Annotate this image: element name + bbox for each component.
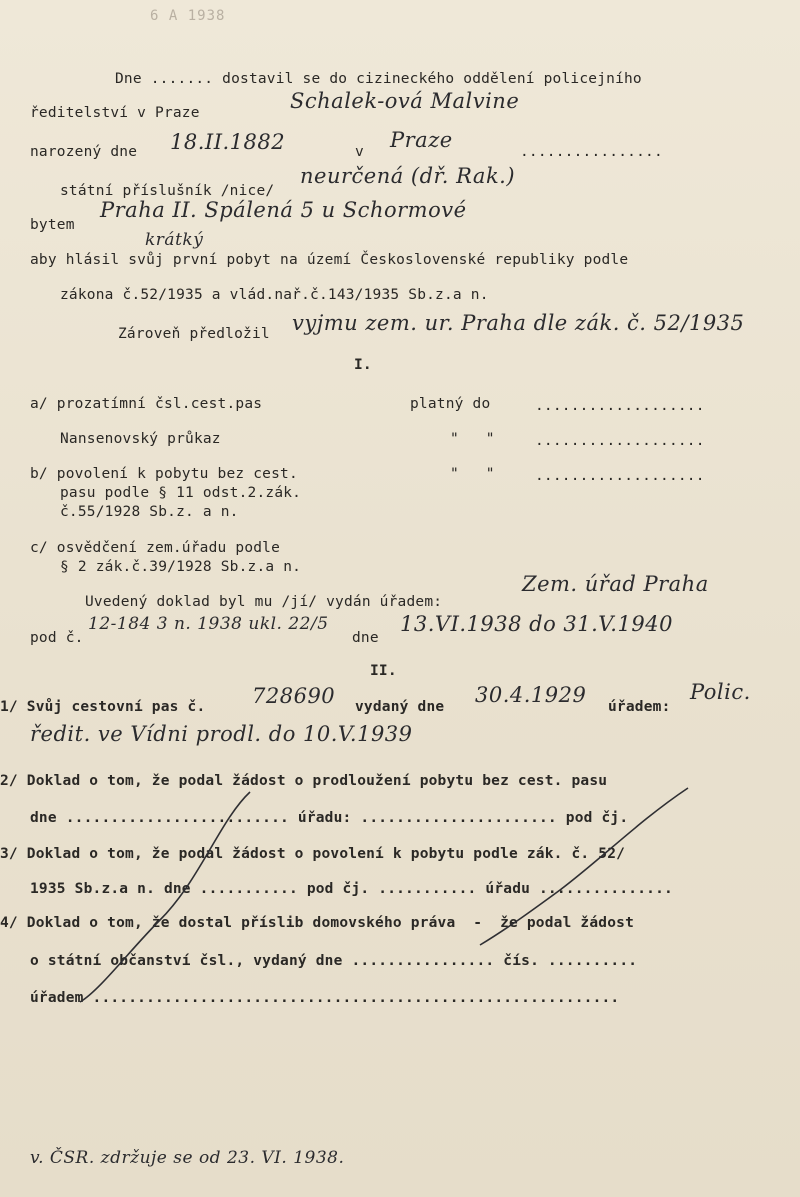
item-1-office-label: úřadem:: [608, 699, 671, 715]
born-place: Praze: [390, 128, 453, 152]
residence-value: Praha II. Spálená 5 u Schormové: [100, 198, 467, 222]
item-c-line-2: § 2 zák.č.39/1928 Sb.z.a n.: [60, 559, 302, 575]
archive-stamp: 6 A 1938: [150, 8, 226, 24]
nansen-label: Nansenovský průkaz: [60, 431, 221, 447]
item-4-line-3: úřadem ...........................................................: [30, 990, 620, 1006]
item-b-line-1: b/ povolení k pobytu bez cest.: [30, 466, 298, 482]
born-label: narozený dne: [30, 144, 138, 160]
header-line-2-label: ředitelství v Praze: [30, 105, 200, 121]
item-b-line-2: pasu podle § 11 odst.2.zák.: [60, 485, 302, 501]
strike-line-2: [480, 788, 688, 945]
citizenship-value: neurčená (dř. Rak.): [300, 164, 516, 188]
law-line: zákona č.52/1935 a vlád.nař.č.143/1935 Sb.z.a n.: [60, 287, 489, 303]
pod-label: pod č.: [30, 630, 84, 646]
item-a-label: a/ prozatímní čsl.cest.pas: [30, 396, 263, 412]
submitted-label: Zároveň předložil: [118, 326, 270, 342]
item-b-line-3: č.55/1928 Sb.z. a n.: [60, 504, 239, 520]
item-b-dots: ...................: [535, 468, 705, 484]
item-3-line-1: 3/ Doklad o tom, že podal žádost o povolení k pobytu podle zák. č. 52/: [0, 846, 626, 862]
passport-office: Polic.: [690, 680, 751, 704]
item-c-line-1: c/ osvědčení zem.úřadu podle: [30, 540, 281, 556]
issued-office: Zem. úřad Praha: [522, 572, 709, 596]
header-line-1: Dne ....... dostavil se do cizineckého oddělení policejního: [115, 71, 642, 87]
item-b-ditto: " ": [450, 466, 495, 482]
item-2-line-2: dne ......................... úřadu: ...................... pod čj.: [30, 810, 629, 826]
strike-line-1: [80, 792, 250, 1002]
item-a-valid-label: platný do: [410, 396, 491, 412]
nansen-ditto: " ": [450, 431, 495, 447]
item-1-issued-label: vydaný dne: [355, 699, 445, 715]
item-1-label: 1/ Svůj cestovní pas č.: [0, 699, 206, 715]
passport-office-line-2: ředit. ve Vídni prodl. do 10.V.1939: [30, 722, 413, 746]
born-dots: ................: [520, 144, 663, 160]
dne-date: 13.VI.1938 do 31.V.1940: [400, 612, 673, 636]
item-3-line-2: 1935 Sb.z.a n. dne ........... pod čj. ........... úřadu ...............: [30, 881, 673, 897]
purpose-correction: krátký: [145, 230, 204, 250]
passport-date: 30.4.1929: [475, 683, 587, 707]
item-a-dots: ...................: [535, 398, 705, 414]
pod-number: 12-184 3 n. 1938 ukl. 22/5: [88, 614, 329, 634]
issued-label: Uvedený doklad byl mu /jí/ vydán úřadem:: [85, 594, 443, 610]
residence-label: bytem: [30, 217, 75, 233]
footer-note: v. ČSR. zdržuje se od 23. VI. 1938.: [30, 1148, 345, 1168]
applicant-name: Schalek-ová Malvine: [290, 89, 520, 113]
passport-number: 728690: [252, 684, 336, 708]
submitted-doc: vyjmu zem. ur. Praha dle zák. č. 52/1935: [292, 311, 745, 335]
purpose-line: aby hlásil svůj první pobyt na území Československé republiky podle: [30, 252, 629, 268]
section-2-title: II.: [370, 663, 397, 679]
dne-label: dne: [352, 630, 379, 646]
item-4-line-2: o státní občanství čsl., vydaný dne ................ čís. ..........: [30, 953, 638, 969]
citizenship-label: státní příslušník /nice/: [60, 183, 275, 199]
nansen-dots: ...................: [535, 433, 705, 449]
born-in-label: v: [355, 144, 364, 160]
item-4-line-1: 4/ Doklad o tom, že dostal příslib domovského práva - že podal žádost: [0, 915, 635, 931]
born-date: 18.II.1882: [170, 130, 286, 154]
section-1-title: I.: [354, 357, 372, 373]
item-2-line-1: 2/ Doklad o tom, že podal žádost o prodloužení pobytu bez cest. pasu: [0, 773, 608, 789]
